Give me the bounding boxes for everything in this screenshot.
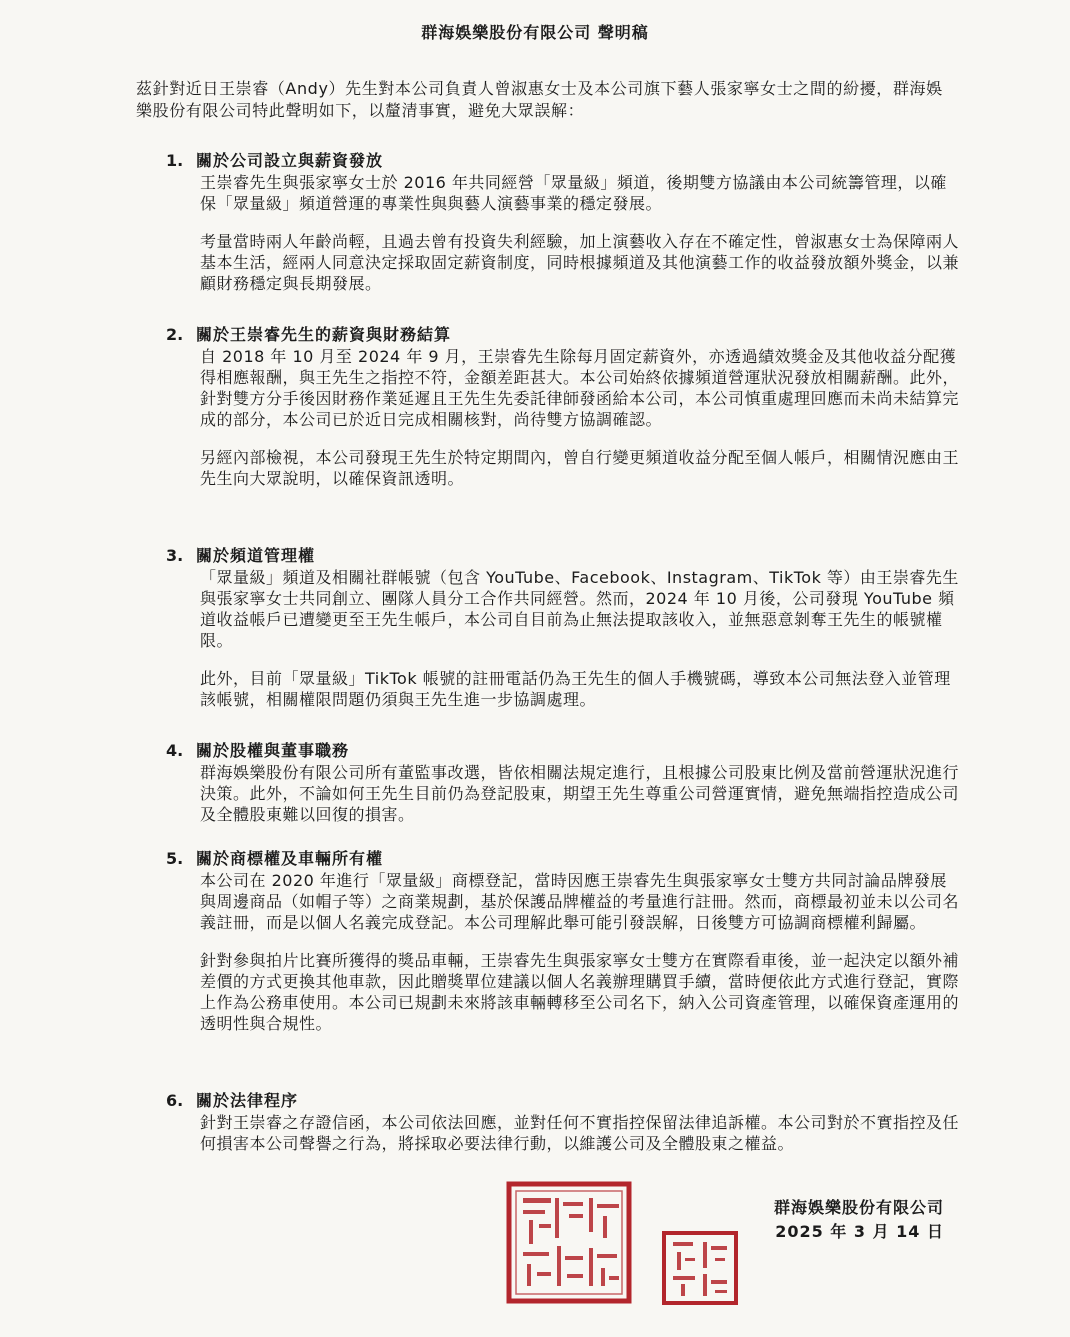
section-3	[166, 543, 966, 710]
section-2	[166, 322, 966, 489]
section-heading	[166, 148, 966, 172]
section-title: 關於頻道管理權	[196, 546, 316, 565]
section-paragraph: 「眾量級」頻道及相關社群帳號（包含 YouTube、Facebook、Instagram、TikTok 等）由王崇睿先生與張家寧女士共同創立、團隊人員分工合作共同經營。然而，2024 年 10 月後，公司發現 YouTube 頻道收益帳戶已遭變更至王先生帳戶，本公司自目前為止無法提取該收入，並無惡意剝奪王先生的帳號權限。	[200, 568, 959, 650]
section-heading	[166, 846, 966, 870]
section-heading	[166, 543, 966, 567]
section-5	[166, 846, 966, 1034]
section-paragraph: 本公司在 2020 年進行「眾量級」商標登記，當時因應王崇睿先生與張家寧女士雙方共同討論品牌發展與周邊商品（如帽子等）之商業規劃，基於保護品牌權益的考量進行註冊。然而，商標最初並未以公司名義註冊，而是以個人名義完成登記。本公司理解此舉可能引發誤解，日後雙方可協調商標權利歸屬。	[200, 871, 960, 932]
section-paragraph: 考量當時兩人年齡尚輕，且過去曾有投資失利經驗，加上演藝收入存在不確定性，曾淑惠女士為保障兩人基本生活，經兩人同意決定採取固定薪資制度，同時根據頻道及其他演藝工作的收益發放額外獎金，以兼顧財務穩定與長期發展。	[200, 232, 960, 293]
section-title: 關於王崇睿先生的薪資與財務結算	[196, 325, 452, 344]
section-6	[166, 1088, 966, 1154]
intro-paragraph: 茲針對近日王崇睿（Andy）先生對本公司負責人曾淑惠女士及本公司旗下藝人張家寧女士之間的紛擾，群海娛樂股份有限公司特此聲明如下，以釐清事實，避免大眾誤解：	[136, 79, 943, 120]
signature-company: 群海娛樂股份有限公司	[773, 1198, 944, 1217]
section-number: 3.	[166, 546, 184, 565]
section-4	[166, 738, 966, 825]
section-title: 關於商標權及車輛所有權	[196, 849, 384, 868]
personal-seal-stamp	[661, 1230, 739, 1306]
section-paragraph: 此外，目前「眾量級」TikTok 帳號的註冊電話仍為王先生的個人手機號碼，導致本公司無法登入並管理該帳號，相關權限問題仍須與王先生進一步協調處理。	[200, 669, 951, 709]
section-title: 關於法律程序	[196, 1091, 299, 1110]
section-heading	[166, 322, 966, 346]
signature-block	[774, 1196, 944, 1244]
section-paragraph: 針對參與拍片比賽所獲得的獎品車輛，王崇睿先生與張家寧女士雙方在實際看車後，並一起決定以額外補差價的方式更換其他車款，因此贈獎單位建議以個人名義辦理購買手續，當時便依此方式進行登記，實際上作為公務車使用。本公司已規劃未來將該車輛轉移至公司名下，納入公司資產管理，以確保資產運用的透明性與合規性。	[200, 951, 960, 1033]
section-title: 關於公司設立與薪資發放	[196, 151, 384, 170]
section-number: 6.	[166, 1091, 184, 1110]
section-paragraph: 針對王崇睿之存證信函，本公司依法回應，並對任何不實指控保留法律追訴權。本公司對於不實指控及任何損害本公司聲譽之行為，將採取必要法律行動，以維護公司及全體股東之權益。	[200, 1113, 960, 1153]
section-number: 1.	[166, 151, 184, 170]
document-title: 群海娛樂股份有限公司 聲明稿	[421, 23, 649, 42]
section-heading	[166, 1088, 966, 1112]
section-heading	[166, 738, 966, 762]
signature-date: 2025 年 3 月 14 日	[775, 1222, 944, 1241]
company-seal-stamp	[505, 1180, 633, 1305]
section-paragraph: 自 2018 年 10 月至 2024 年 9 月，王崇睿先生除每月固定薪資外，亦透過績效獎金及其他收益分配獲得相應報酬，與王先生之指控不符，金額差距甚大。本公司始終依據頻道營運狀況發放相關薪酬。此外，針對雙方分手後因財務作業延遲且王先生先委託律師發函給本公司，本公司慎重處理回應而未尚未結算完成的部分，本公司已於近日完成相關核對，尚待雙方協調確認。	[200, 347, 960, 429]
section-number: 5.	[166, 849, 184, 868]
section-number: 2.	[166, 325, 184, 344]
section-number: 4.	[166, 741, 184, 760]
section-paragraph: 王崇睿先生與張家寧女士於 2016 年共同經營「眾量級」頻道，後期雙方協議由本公司統籌管理，以確保「眾量級」頻道營運的專業性與與藝人演藝事業的穩定發展。	[200, 173, 947, 213]
section-title: 關於股權與董事職務	[196, 741, 350, 760]
section-1	[166, 148, 966, 294]
section-paragraph: 另經內部檢視，本公司發現王先生於特定期間內，曾自行變更頻道收益分配至個人帳戶，相關情況應由王先生向大眾說明，以確保資訊透明。	[200, 448, 960, 488]
section-paragraph: 群海娛樂股份有限公司所有董監事改選，皆依相關法規定進行，且根據公司股東比例及當前營運狀況進行決策。此外，不論如何王先生目前仍為登記股東，期望王先生尊重公司營運實情，避免無端指控造成公司及全體股東難以回復的損害。	[200, 763, 960, 824]
